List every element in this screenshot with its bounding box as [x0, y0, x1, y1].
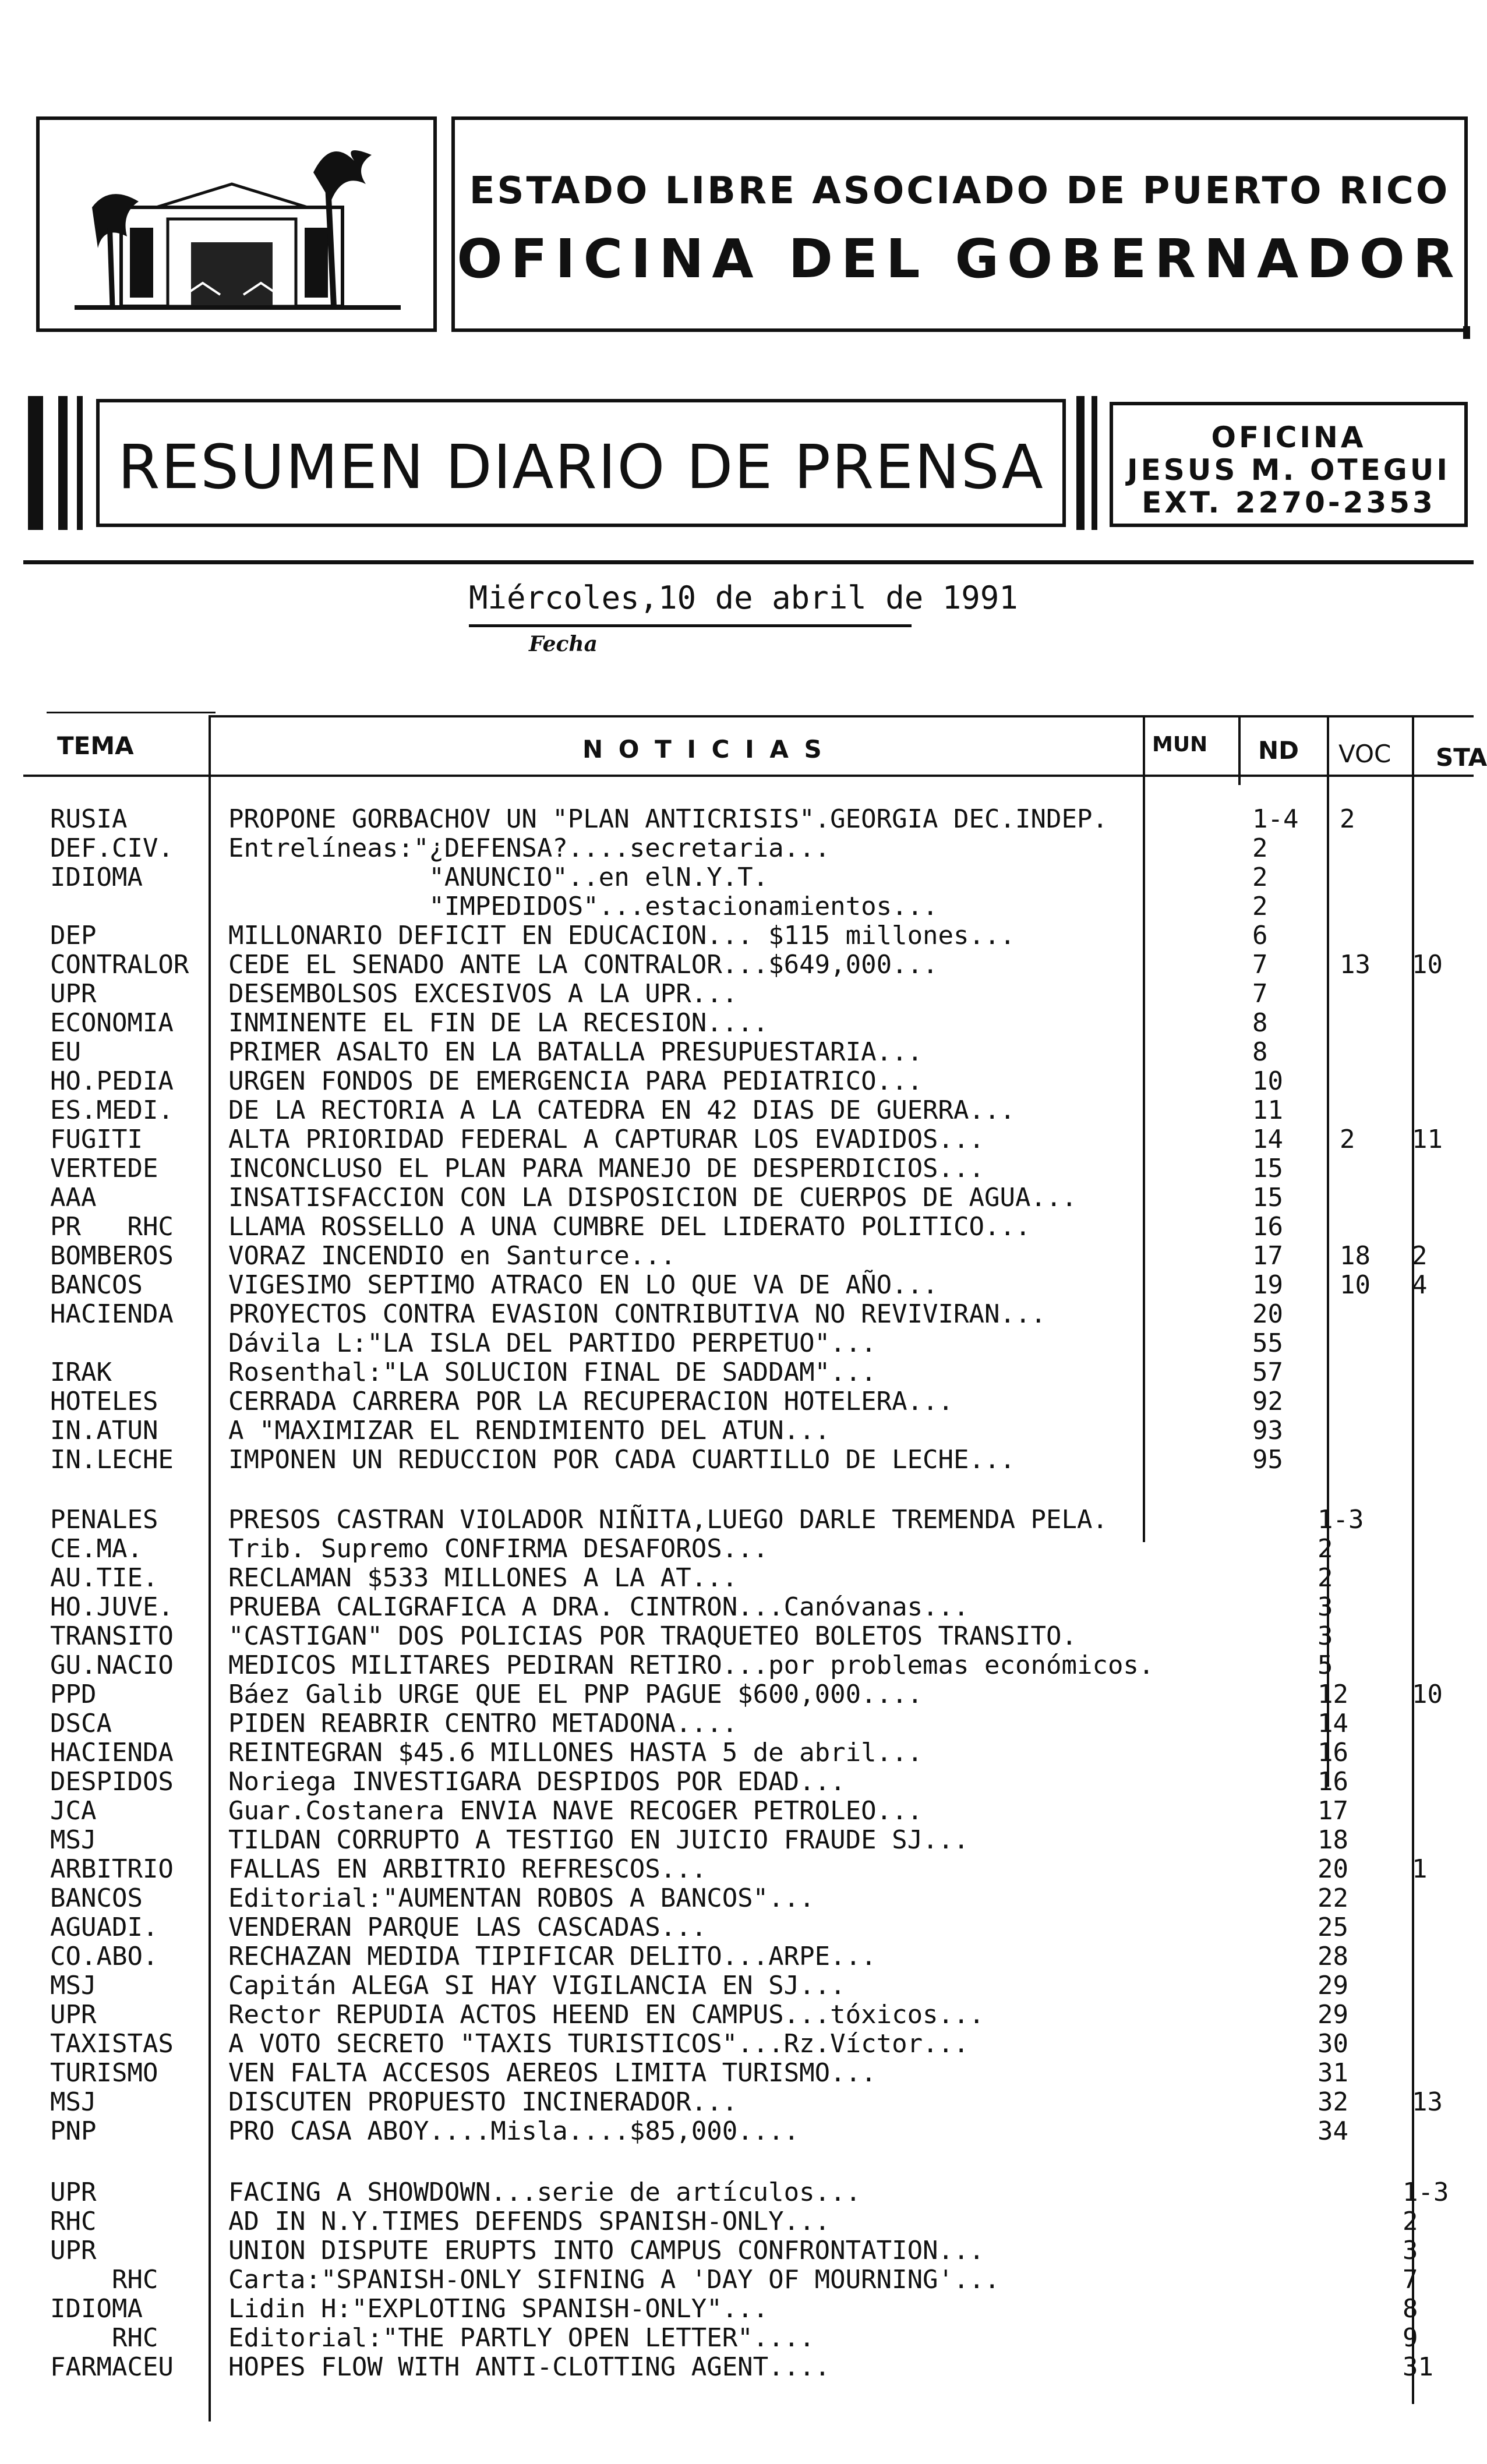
row-tema: IN.ATUN	[50, 1416, 158, 1445]
row-sta: 10	[1412, 1680, 1443, 1709]
row-noticia: PRUEBA CALIGRAFICA A DRA. CINTRON...Canóvanas...	[228, 1592, 969, 1622]
row-voc: 25	[1318, 1912, 1348, 1942]
table-top-rule	[210, 715, 1474, 717]
row-nd: 55	[1252, 1328, 1283, 1358]
row-tema: AU.TIE.	[50, 1563, 158, 1593]
row-voc: 16	[1318, 1738, 1348, 1767]
row-noticia: Capitán ALEGA SI HAY VIGILANCIA EN SJ...	[228, 1971, 846, 2000]
row-noticia: CERRADA CARRERA POR LA RECUPERACION HOTELERA...	[228, 1387, 954, 1416]
row-tema: IDIOMA	[50, 2294, 143, 2324]
row-nd: 92	[1252, 1387, 1283, 1416]
row-noticia: DISCUTEN PROPUESTO INCINERADOR...	[228, 2087, 738, 2117]
row-noticia: RECLAMAN $533 MILLONES A LA AT...	[228, 1563, 738, 1593]
row-nd: 10	[1252, 1066, 1283, 1096]
col-divider-nd	[1238, 715, 1241, 785]
row-noticia: "ANUNCIO"..en elN.Y.T.	[228, 862, 769, 892]
row-noticia: DE LA RECTORIA A LA CATEDRA EN 42 DIAS DE GUERRA...	[228, 1095, 1016, 1125]
row-noticia: Noriega INVESTIGARA DESPIDOS POR EDAD...	[228, 1767, 846, 1797]
row-tema: PPD	[50, 1680, 97, 1709]
row-noticia: HOPES FLOW WITH ANTI-CLOTTING AGENT....	[228, 2352, 831, 2382]
date-rule	[469, 624, 912, 627]
right-bar-1	[1076, 396, 1085, 530]
row-tema: MSJ	[50, 2087, 97, 2117]
row-tema: TAXISTAS	[50, 2029, 174, 2059]
row-noticia: FALLAS EN ARBITRIO REFRESCOS...	[228, 1854, 707, 1884]
left-bar-3	[77, 396, 83, 530]
row-voc: 3	[1318, 1592, 1333, 1622]
row-tema: ES.MEDI.	[50, 1095, 174, 1125]
row-voc: 30	[1318, 2029, 1348, 2059]
row-tema: FUGITI	[50, 1125, 143, 1154]
oficina-label: OFICINA	[1211, 420, 1366, 454]
row-voc: 29	[1318, 1971, 1348, 2000]
table-header-rule	[23, 775, 1474, 777]
row-noticia: PIDEN REABRIR CENTRO METADONA....	[228, 1709, 738, 1738]
row-tema: CO.ABO.	[50, 1942, 158, 1971]
row-tema: IN.LECHE	[50, 1445, 174, 1475]
row-tema: RUSIA	[50, 804, 128, 834]
header-title-box	[451, 116, 1468, 332]
row-tema: AAA	[50, 1183, 97, 1212]
row-tema: CONTRALOR	[50, 950, 189, 980]
row-sta: 31	[1403, 2352, 1433, 2382]
resumen-title-box	[96, 399, 1066, 527]
row-noticia: PRO CASA ABOY....Misla....$85,000....	[228, 2116, 800, 2146]
banner-rule	[23, 560, 1474, 564]
right-bar-2	[1092, 396, 1097, 530]
row-tema: HOTELES	[50, 1387, 158, 1416]
row-tema: MSJ	[50, 1971, 97, 2000]
row-nd: 15	[1252, 1183, 1283, 1212]
row-voc: 3	[1318, 1621, 1333, 1651]
row-noticia: INSATISFACCION CON LA DISPOSICION DE CUERPOS DE AGUA...	[228, 1183, 1077, 1212]
col-tema-header: TEMA	[57, 731, 134, 760]
row-sta: 11	[1412, 1125, 1443, 1154]
row-tema: MSJ	[50, 1825, 97, 1855]
row-voc: 13	[1340, 950, 1371, 980]
oficina-ext: EXT. 2270-2353	[1142, 486, 1436, 519]
oficina-box	[1110, 402, 1468, 527]
row-voc: 2	[1318, 1563, 1333, 1593]
row-noticia: Editorial:"THE PARTLY OPEN LETTER"....	[228, 2323, 815, 2353]
row-noticia: "IMPEDIDOS"...estacionamientos...	[228, 892, 938, 921]
row-sta: 4	[1412, 1270, 1428, 1300]
row-tema: IDIOMA	[50, 862, 143, 892]
row-noticia: INMINENTE EL FIN DE LA RECESION....	[228, 1008, 769, 1038]
row-noticia: Dávila L:"LA ISLA DEL PARTIDO PERPETUO"...	[228, 1328, 877, 1358]
row-nd: 2	[1252, 833, 1268, 863]
la-fortaleza-seal-icon	[40, 120, 433, 328]
row-tema: CE.MA.	[50, 1534, 143, 1564]
office-name: OFICINA DEL GOBERNADOR	[457, 228, 1463, 290]
row-tema: HO.JUVE.	[50, 1592, 174, 1622]
row-nd: 16	[1252, 1212, 1283, 1242]
row-noticia: PROPONE GORBACHOV UN "PLAN ANTICRISIS".GEORGIA DEC.INDEP.	[228, 804, 1108, 834]
row-noticia: Carta:"SPANISH-ONLY SIFNING A 'DAY OF MOURNING'...	[228, 2265, 1000, 2295]
resumen-title: RESUMEN DIARIO DE PRENSA	[118, 432, 1044, 503]
row-noticia: RECHAZAN MEDIDA TIPIFICAR DELITO...ARPE...	[228, 1942, 877, 1971]
row-voc: 2	[1340, 804, 1355, 834]
row-voc: 10	[1340, 1270, 1371, 1300]
row-tema: DSCA	[50, 1709, 112, 1738]
row-tema: IRAK	[50, 1358, 112, 1387]
row-tema: RHC	[50, 2323, 158, 2353]
row-tema: UPR	[50, 2000, 97, 2030]
row-voc: 18	[1318, 1825, 1348, 1855]
row-nd: 8	[1252, 1037, 1268, 1067]
col-voc-header: VOC	[1338, 740, 1391, 768]
row-voc: 18	[1340, 1241, 1371, 1271]
row-tema: RHC	[50, 2265, 158, 2295]
col-sta-header: STA	[1436, 743, 1487, 772]
row-noticia: A VOTO SECRETO "TAXIS TURISTICOS"...Rz.Víctor...	[228, 2029, 969, 2059]
row-noticia: INCONCLUSO EL PLAN PARA MANEJO DE DESPERDICIOS...	[228, 1154, 985, 1183]
row-noticia: VIGESIMO SEPTIMO ATRACO EN LO QUE VA DE AÑO...	[228, 1270, 938, 1300]
row-noticia: IMPONEN UN REDUCCION POR CADA CUARTILLO DE LECHE...	[228, 1445, 1016, 1475]
row-noticia: REINTEGRAN $45.6 MILLONES HASTA 5 de abril...	[228, 1738, 923, 1767]
row-tema: HACIENDA	[50, 1738, 174, 1767]
row-tema: BOMBEROS	[50, 1241, 174, 1271]
col-mun-header: MUN	[1152, 733, 1208, 756]
row-sta: 13	[1412, 2087, 1443, 2117]
row-tema: RHC	[50, 2207, 97, 2236]
row-noticia: A "MAXIMIZAR EL RENDIMIENTO DEL ATUN...	[228, 1416, 831, 1445]
row-tema: EU	[50, 1037, 81, 1067]
row-sta: 10	[1412, 950, 1443, 980]
row-voc: 2	[1318, 1534, 1333, 1564]
row-noticia: CEDE EL SENADO ANTE LA CONTRALOR...$649,000...	[228, 950, 938, 980]
row-tema: JCA	[50, 1796, 97, 1826]
col-nd-header: ND	[1258, 736, 1299, 765]
row-tema: PR RHC	[50, 1212, 174, 1242]
row-voc: 31	[1318, 2058, 1348, 2088]
row-tema: BANCOS	[50, 1270, 143, 1300]
row-noticia: VENDERAN PARQUE LAS CASCADAS...	[228, 1912, 707, 1942]
row-tema: TURISMO	[50, 2058, 158, 2088]
row-nd: 93	[1252, 1416, 1283, 1445]
left-bar-2	[58, 396, 68, 530]
row-tema: VERTEDE	[50, 1154, 158, 1183]
row-sta: 2	[1412, 1241, 1428, 1271]
row-tema: DEP	[50, 921, 97, 950]
row-sta: 1-3	[1403, 2177, 1449, 2207]
row-noticia: TILDAN CORRUPTO A TESTIGO EN JUICIO FRAUDE SJ...	[228, 1825, 969, 1855]
row-tema: BANCOS	[50, 1883, 143, 1913]
row-sta: 2	[1403, 2207, 1418, 2236]
row-noticia: MEDICOS MILITARES PEDIRAN RETIRO...por problemas económicos.	[228, 1650, 1154, 1680]
corner-mark	[1463, 326, 1470, 339]
row-tema: ARBITRIO	[50, 1854, 174, 1884]
row-tema: UPR	[50, 2177, 97, 2207]
row-tema: UPR	[50, 979, 97, 1009]
row-noticia: VEN FALTA ACCESOS AEREOS LIMITA TURISMO...	[228, 2058, 877, 2088]
row-nd: 6	[1252, 921, 1268, 950]
row-tema: FARMACEU	[50, 2352, 174, 2382]
row-nd: 7	[1252, 950, 1268, 980]
row-tema: ECONOMIA	[50, 1008, 174, 1038]
col-divider-mun	[1143, 715, 1145, 1542]
row-noticia: URGEN FONDOS DE EMERGENCIA PARA PEDIATRICO...	[228, 1066, 923, 1096]
state-name: ESTADO LIBRE ASOCIADO DE PUERTO RICO	[469, 169, 1450, 213]
row-noticia: Entrelíneas:"¿DEFENSA?....secretaria...	[228, 833, 831, 863]
row-noticia: PRESOS CASTRAN VIOLADOR NIÑITA,LUEGO DARLE TREMENDA PELA.	[228, 1505, 1108, 1535]
row-noticia: LLAMA ROSSELLO A UNA CUMBRE DEL LIDERATO POLITICO...	[228, 1212, 1031, 1242]
row-nd: 15	[1252, 1154, 1283, 1183]
row-sta: 8	[1403, 2294, 1418, 2324]
row-noticia: Trib. Supremo CONFIRMA DESAFOROS...	[228, 1534, 769, 1564]
col-divider-tema	[209, 715, 211, 2421]
row-tema: DESPIDOS	[50, 1767, 174, 1797]
row-tema: GU.NACIO	[50, 1650, 174, 1680]
row-noticia: DESEMBOLSOS EXCESIVOS A LA UPR...	[228, 979, 738, 1009]
row-noticia: VORAZ INCENDIO en Santurce...	[228, 1241, 676, 1271]
row-nd: 20	[1252, 1299, 1283, 1329]
row-voc: 14	[1318, 1709, 1348, 1738]
row-nd: 2	[1252, 892, 1268, 921]
row-tema: HACIENDA	[50, 1299, 174, 1329]
row-voc: 17	[1318, 1796, 1348, 1826]
row-voc: 12	[1318, 1680, 1348, 1709]
row-tema: UPR	[50, 2236, 97, 2265]
row-nd: 7	[1252, 979, 1268, 1009]
oficina-name: JESUS M. OTEGUI	[1127, 453, 1450, 487]
row-nd: 11	[1252, 1095, 1283, 1125]
tema-top-rule	[47, 712, 216, 713]
row-sta: 9	[1403, 2323, 1418, 2353]
row-nd: 1-4	[1252, 804, 1299, 834]
row-voc: 22	[1318, 1883, 1348, 1913]
row-tema: PNP	[50, 2116, 97, 2146]
row-voc: 29	[1318, 2000, 1348, 2030]
row-sta: 7	[1403, 2265, 1418, 2295]
row-noticia: UNION DISPUTE ERUPTS INTO CAMPUS CONFRONTATION...	[228, 2236, 985, 2265]
row-nd: 14	[1252, 1125, 1283, 1154]
left-bar-1	[28, 396, 43, 530]
row-tema: PENALES	[50, 1505, 158, 1535]
row-voc: 5	[1318, 1650, 1333, 1680]
row-noticia: MILLONARIO DEFICIT EN EDUCACION... $115 millones...	[228, 921, 1016, 950]
row-noticia: PROYECTOS CONTRA EVASION CONTRIBUTIVA NO REVIVIRAN...	[228, 1299, 1046, 1329]
seal-box	[36, 116, 437, 332]
row-voc: 1-3	[1318, 1505, 1364, 1535]
row-voc: 28	[1318, 1942, 1348, 1971]
row-voc: 32	[1318, 2087, 1348, 2117]
row-noticia: FACING A SHOWDOWN...serie de artículos...	[228, 2177, 861, 2207]
row-tema: AGUADI.	[50, 1912, 158, 1942]
row-nd: 19	[1252, 1270, 1283, 1300]
row-nd: 8	[1252, 1008, 1268, 1038]
row-nd: 57	[1252, 1358, 1283, 1387]
row-nd: 95	[1252, 1445, 1283, 1475]
row-noticia: Editorial:"AUMENTAN ROBOS A BANCOS"...	[228, 1883, 815, 1913]
row-sta: 1	[1412, 1854, 1428, 1884]
row-tema: TRANSITO	[50, 1621, 174, 1651]
row-noticia: Rosenthal:"LA SOLUCION FINAL DE SADDAM"...	[228, 1358, 877, 1387]
row-nd: 2	[1252, 862, 1268, 892]
row-voc: 34	[1318, 2116, 1348, 2146]
row-voc: 2	[1340, 1125, 1355, 1154]
row-voc: 16	[1318, 1767, 1348, 1797]
row-noticia: ALTA PRIORIDAD FEDERAL A CAPTURAR LOS EVADIDOS...	[228, 1125, 985, 1154]
row-noticia: AD IN N.Y.TIMES DEFENDS SPANISH-ONLY...	[228, 2207, 831, 2236]
row-sta: 3	[1403, 2236, 1418, 2265]
row-nd: 17	[1252, 1241, 1283, 1271]
row-voc: 20	[1318, 1854, 1348, 1884]
fecha-label: Fecha	[529, 632, 598, 656]
row-noticia: Rector REPUDIA ACTOS HEEND EN CAMPUS...tóxicos...	[228, 2000, 985, 2030]
row-tema: HO.PEDIA	[50, 1066, 174, 1096]
row-noticia: Guar.Costanera ENVIA NAVE RECOGER PETROLEO...	[228, 1796, 923, 1826]
row-noticia: Lidin H:"EXPLOTING SPANISH-ONLY"...	[228, 2294, 769, 2324]
row-noticia: "CASTIGAN" DOS POLICIAS POR TRAQUETEO BOLETOS TRANSITO.	[228, 1621, 1077, 1651]
row-tema: DEF.CIV.	[50, 833, 174, 863]
row-noticia: Báez Galib URGE QUE EL PNP PAGUE $600,000....	[228, 1680, 923, 1709]
row-noticia: PRIMER ASALTO EN LA BATALLA PRESUPUESTARIA...	[228, 1037, 923, 1067]
date-text: Miércoles,10 de abril de 1991	[469, 579, 1018, 616]
col-noticias-header: N O T I C I A S	[582, 735, 825, 763]
